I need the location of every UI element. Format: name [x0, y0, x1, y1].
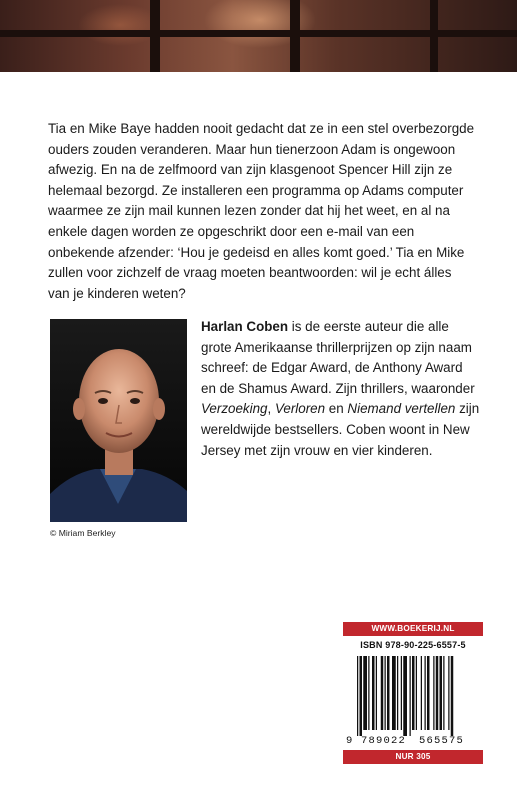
bio-separator-1: , — [267, 401, 275, 417]
book-title-verzoeking: Verzoeking — [201, 401, 268, 417]
barcode-block — [343, 622, 483, 764]
barcode-digit-first: 9 — [346, 735, 353, 746]
cover-top-photo — [0, 0, 517, 72]
website-label: WWW.BOEKERIJ.NL — [343, 622, 483, 636]
barcode-bars — [357, 656, 453, 736]
bio-text-part-1: is de eerste auteur die alle grote Amerikaanse thrillerprijzen op zijn naam schreef: de Edgar Award, de Anthony Award en de Shamus Award. Zijn thrillers, waaronder — [201, 319, 475, 396]
nur-label: NUR 305 — [343, 750, 483, 764]
bio-separator-2: en — [325, 401, 348, 417]
photo-credit: © Miriam Berkley — [50, 528, 116, 538]
barcode-digits-group-2: 565575 — [419, 735, 465, 746]
author-bio — [201, 317, 481, 461]
barcode-digits-group-1: 789022 — [361, 735, 407, 746]
back-cover-blurb: Tia en Mike Baye hadden nooit gedacht dat ze in een stel overbezorgde ouders zouden veranderen. Maar hun tienerzoon Adam is ongewoon afwezig. En na de zelfmoord van zijn klasgenoot Spencer Hill zijn ze helemaal bezorgd. Ze installeren een programma op Adams computer waarmee ze zijn mail kunnen lezen zonder dat hij het weet, en al na enkele dagen worden ze opgeschrikt door een e-mail van een onbekende afzender: ‘Hou je gedeisd en alles komt goed.’ Tia en Mike zullen voor zichzelf de vraag moeten beantwoorden: wil je echt álles van je kinderen weten? — [48, 121, 475, 301]
book-title-verloren: Verloren — [274, 401, 326, 417]
isbn-label: ISBN 978-90-225-6557-5 — [360, 640, 466, 650]
author-name: Harlan Coben — [201, 319, 289, 334]
barcode-image — [343, 654, 483, 746]
author-portrait-image — [50, 319, 187, 522]
book-title-niemand-vertellen: Niemand vertellen — [347, 401, 456, 417]
bio-text-part-2: zijn wereldwijde bestsellers. Coben woont in New Jersey met zijn vrouw en vier kinderen. — [201, 401, 480, 458]
author-photo — [50, 319, 187, 522]
